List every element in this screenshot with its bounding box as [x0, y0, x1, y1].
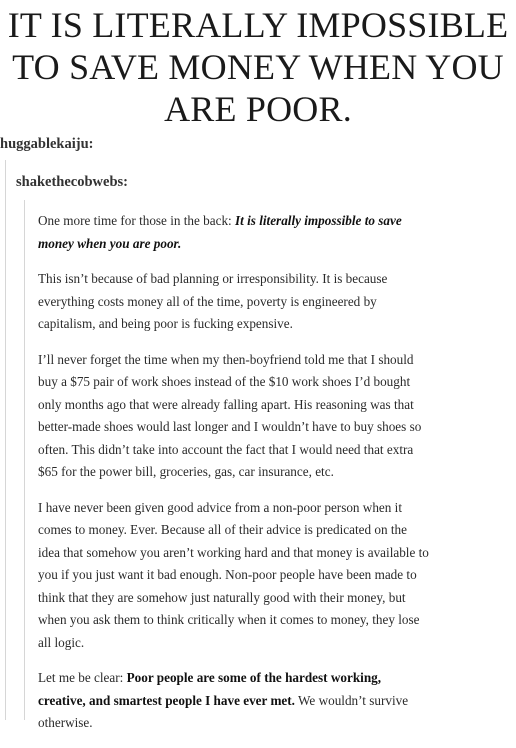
paragraph-4: I have never been given good advice from a non-poor person when it comes to money. Ever. Because all of their advice is predicated on the idea that somehow you aren’t working hard and that money is available to you if you just want it bad enough. Non-poor people have been made to think that they are somehow just naturally good with their money, but when you ask them to think critically when it comes to money, they lose all logic.: [38, 499, 429, 650]
reblog-username-shakethecobwebs[interactable]: shakethecobwebs:: [16, 174, 128, 190]
paragraph-3: I’ll never forget the time when my then-boyfriend told me that I should buy a $75 pair of work shoes instead of the $10 work shoes I’d bought only months ago that were already falling apart. His reasoning was that better-made shoes would last longer and I wouldn’t have to buy shoes so often. This didn’t take into account the fact that I would need that extra $65 for the power bill, groceries, gas, car insurance, etc.: [38, 351, 422, 479]
headline-line-1: IT IS LITERALLY IMPOSSIBLE: [7, 5, 509, 45]
paragraph-1-emphasis: It is literally impossible to save money when you are poor.: [38, 213, 402, 251]
paragraph-1-lead: One more time for those in the back:: [38, 213, 236, 228]
paragraph-1: [38, 210, 430, 255]
paragraph-5-tail: We wouldn’t survive otherwise.: [38, 692, 409, 730]
headline-line-3: ARE POOR.: [164, 89, 352, 129]
reblog-thread: [5, 160, 514, 730]
paragraph-5-bold: Poor people are some of the hardest working, creative, and smartest people I have ever met.: [38, 670, 382, 708]
post-body: [38, 210, 430, 748]
paragraph-5: [38, 667, 430, 735]
headline: [0, 4, 516, 130]
paragraph-2: This isn’t because of bad planning or irresponsibility. It is because everything costs money all of the time, poverty is engineered by capitalism, and being poor is fucking expensive.: [38, 271, 388, 331]
paragraph-5-lead: Let me be clear:: [38, 670, 127, 685]
reblog-username-huggablekaiju[interactable]: huggablekaiju:: [0, 136, 94, 152]
headline-line-2: TO SAVE MONEY WHEN YOU: [12, 47, 504, 87]
quoted-post: [24, 200, 505, 730]
